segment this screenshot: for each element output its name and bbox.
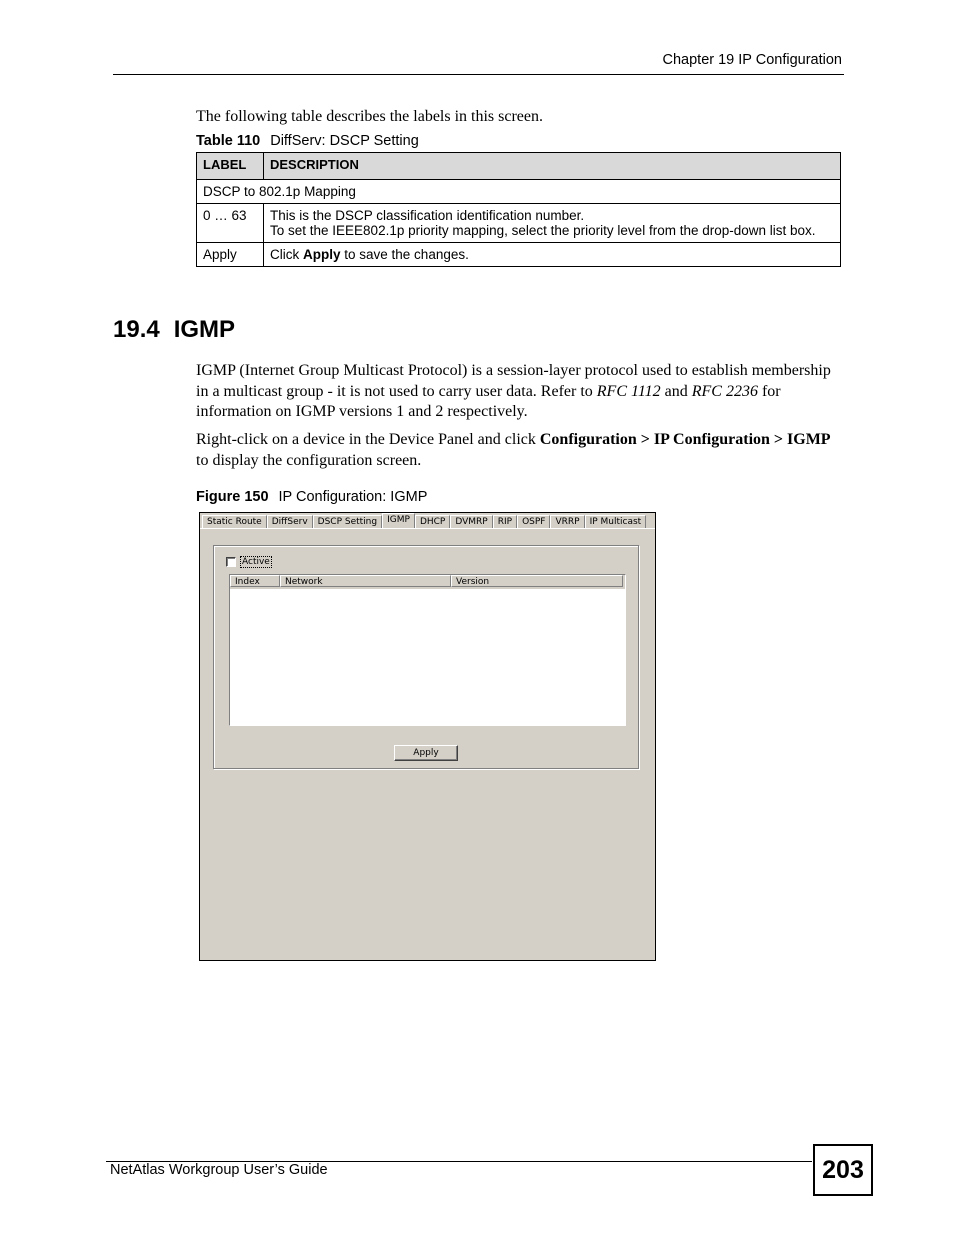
navigation-paragraph [196,430,836,471]
igmp-description-paragraph [196,361,836,423]
figure-caption-title: IP Configuration: IGMP [278,489,428,505]
rfc-reference: RFC 2236 [691,382,758,400]
list-header [230,575,625,589]
table-caption [196,133,419,149]
paragraph-text: to display the configuration screen. [196,451,422,469]
table-row [197,204,841,243]
tab-rip[interactable]: RIP [493,515,517,529]
tab-static-route[interactable]: Static Route [202,515,267,529]
paragraph-text: for information on IGMP versions 1 and 2 respectively. [196,382,781,420]
header-rule [113,74,844,75]
tab-dscp-setting[interactable]: DSCP Setting [313,515,382,529]
active-checkbox-row[interactable] [226,556,272,568]
tab-ospf[interactable]: OSPF [517,515,550,529]
header-label: LABEL [197,153,264,180]
table-caption-title: DiffServ: DSCP Setting [270,133,419,149]
active-checkbox-label[interactable]: Active [242,557,270,567]
tab-vrrp[interactable]: VRRP [550,515,584,529]
intro-text: The following table describes the labels in this screen. [196,108,544,125]
paragraph-text: and [660,382,692,400]
section-row-label: DSCP to 802.1p Mapping [197,180,841,204]
figure-caption [196,489,427,505]
tab-igmp[interactable]: IGMP [382,513,415,529]
figure-caption-number: Figure 150 [196,489,269,505]
table-caption-number: Table 110 [196,133,261,149]
apply-button[interactable]: Apply [394,745,458,761]
igmp-configuration-screenshot [199,512,656,961]
tab-ip-multicast[interactable]: IP Multicast [585,515,647,529]
active-checkbox[interactable] [226,557,236,567]
tab-dvmrp[interactable]: DVMRP [450,515,492,529]
row-description [264,204,841,243]
tab-diffserv[interactable]: DiffServ [267,515,313,529]
table-header-row [197,153,841,180]
column-header-version[interactable]: Version [451,575,623,587]
header-description: DESCRIPTION [264,153,841,180]
tab-baseline [200,528,655,529]
section-title: IGMP [173,316,236,343]
row-description-text: to save the changes. [340,247,469,262]
rfc-reference: RFC 1112 [596,382,661,400]
footer-guide-title: NetAtlas Workgroup User’s Guide [110,1162,328,1178]
tab-dhcp[interactable]: DHCP [415,515,450,529]
row-description-text: Click [270,247,303,262]
running-header: Chapter 19 IP Configuration [662,52,842,68]
column-header-network[interactable]: Network [280,575,451,587]
table-row [197,243,841,267]
row-description-line: To set the IEEE802.1p priority mapping, select the priority level from the drop-down list box. [270,223,816,238]
igmp-interface-list[interactable] [229,574,626,726]
dscp-setting-table [196,152,841,267]
column-header-index[interactable]: Index [230,575,280,587]
section-number: 19.4 [113,316,160,343]
menu-path: Configuration > IP Configuration > IGMP [539,431,831,448]
row-description-bold: Apply [303,247,341,262]
igmp-group-box [213,545,639,769]
row-description [264,243,841,267]
paragraph-text: Right-click on a device in the Device Panel and click [196,431,540,448]
row-description-line: This is the DSCP classification identification number. [270,208,585,223]
tab-strip [202,513,646,529]
row-label: 0 … 63 [197,204,264,243]
table-section-row [197,180,841,204]
row-label: Apply [197,243,264,267]
section-heading [113,316,235,344]
page-number: 203 [813,1144,873,1196]
paragraph-text: IGMP (Internet Group Multicast Protocol) is a session-layer protocol used to establish membership in a multicast group - it is not used to carry user data. Refer to [196,362,831,400]
